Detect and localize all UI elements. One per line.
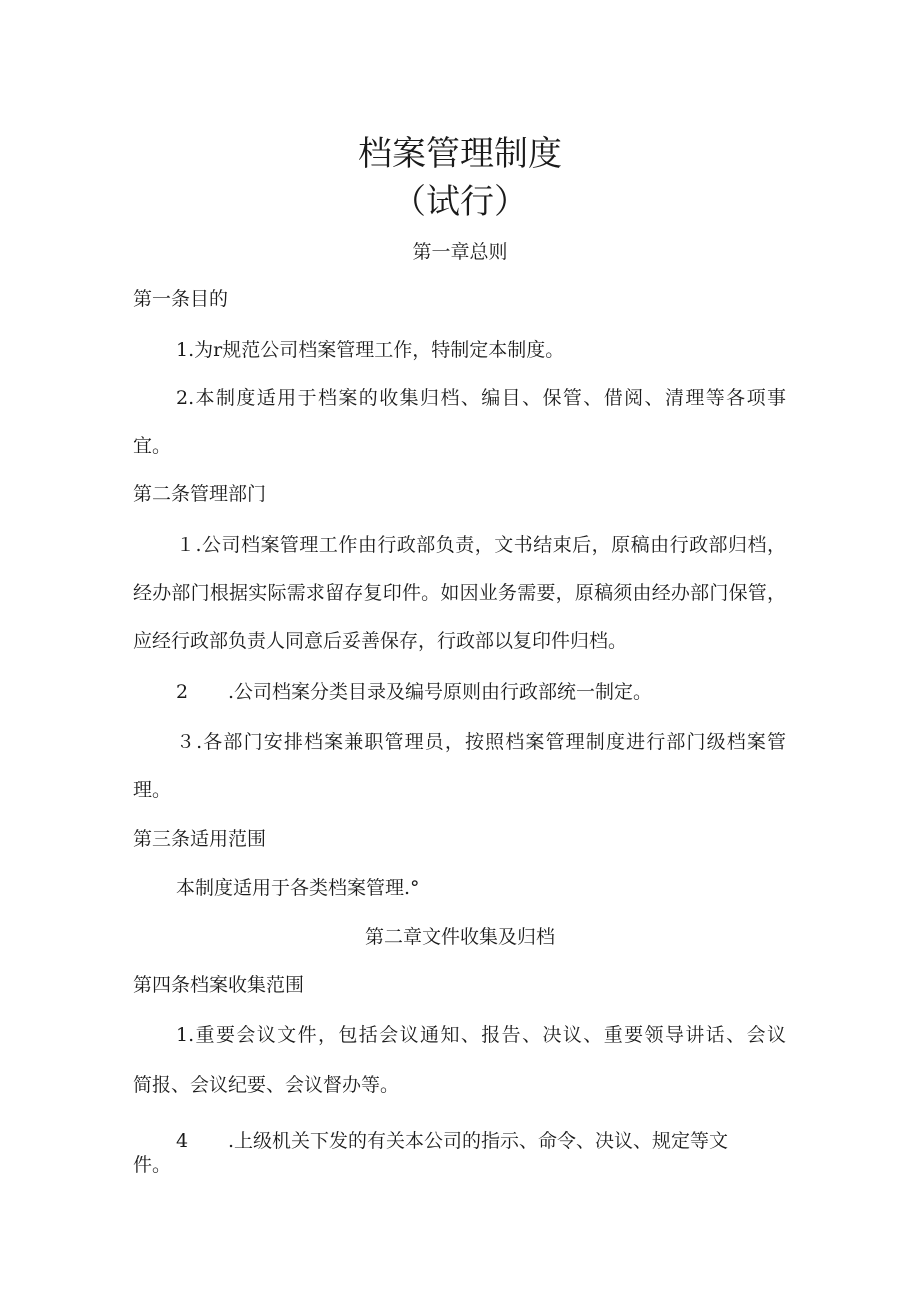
article-heading-3: 第三条适用范围 <box>133 828 267 850</box>
document-title: 档案管理制度 <box>358 134 562 174</box>
article4-item4-line2: 件。 <box>133 1154 172 1176</box>
article-heading-4: 第四条档案收集范围 <box>133 974 305 996</box>
article4-item4-text: .上级机关下发的有关本公司的指示、命令、决议、规定等文 <box>228 1130 729 1152</box>
article2-item2-text: .公司档案分类目录及编号原则由行政部统一制定。 <box>228 681 653 703</box>
article-heading-1: 第一条目的 <box>133 288 229 310</box>
article4-item1-line1: 1.重要会议文件，包括会议通知、报告、决议、重要领导讲话、会议 <box>176 1024 786 1046</box>
article2-item2-number: 2 <box>176 681 189 703</box>
article4-item1-line2: 简报、会议纪要、会议督办等。 <box>133 1074 400 1096</box>
article2-item3-line2: 理。 <box>133 779 172 801</box>
article2-item1-line2: 经办部门根据实际需求留存复印件。如因业务需要，原稿须由经办部门保管， <box>133 582 786 604</box>
article1-item2-line1: 2.本制度适用于档案的收集归档、编目、保管、借阅、清理等各项事 <box>176 387 786 409</box>
chapter-heading-1: 第一章总则 <box>412 241 508 263</box>
article-heading-2: 第二条管理部门 <box>133 483 267 505</box>
article2-item3-line1: ３.各部门安排档案兼职管理员，按照档案管理制度进行部门级档案管 <box>176 731 786 753</box>
article2-item1-line1: １.公司档案管理工作由行政部负责，文书结束后，原稿由行政部归档， <box>176 534 786 556</box>
article1-item2-line2: 宜。 <box>133 435 172 457</box>
article1-item1: 1.为r规范公司档案管理工作，特制定本制度。 <box>176 339 565 361</box>
article3-body: 本制度适用于各类档案管理.° <box>176 877 420 899</box>
chapter-heading-2: 第二章文件收集及归档 <box>364 926 555 948</box>
article2-item1-line3: 应经行政部负责人同意后妥善保存，行政部以复印件归档。 <box>133 630 628 652</box>
article4-item4-number: 4 <box>176 1130 189 1152</box>
document-subtitle: （试行） <box>392 182 528 222</box>
